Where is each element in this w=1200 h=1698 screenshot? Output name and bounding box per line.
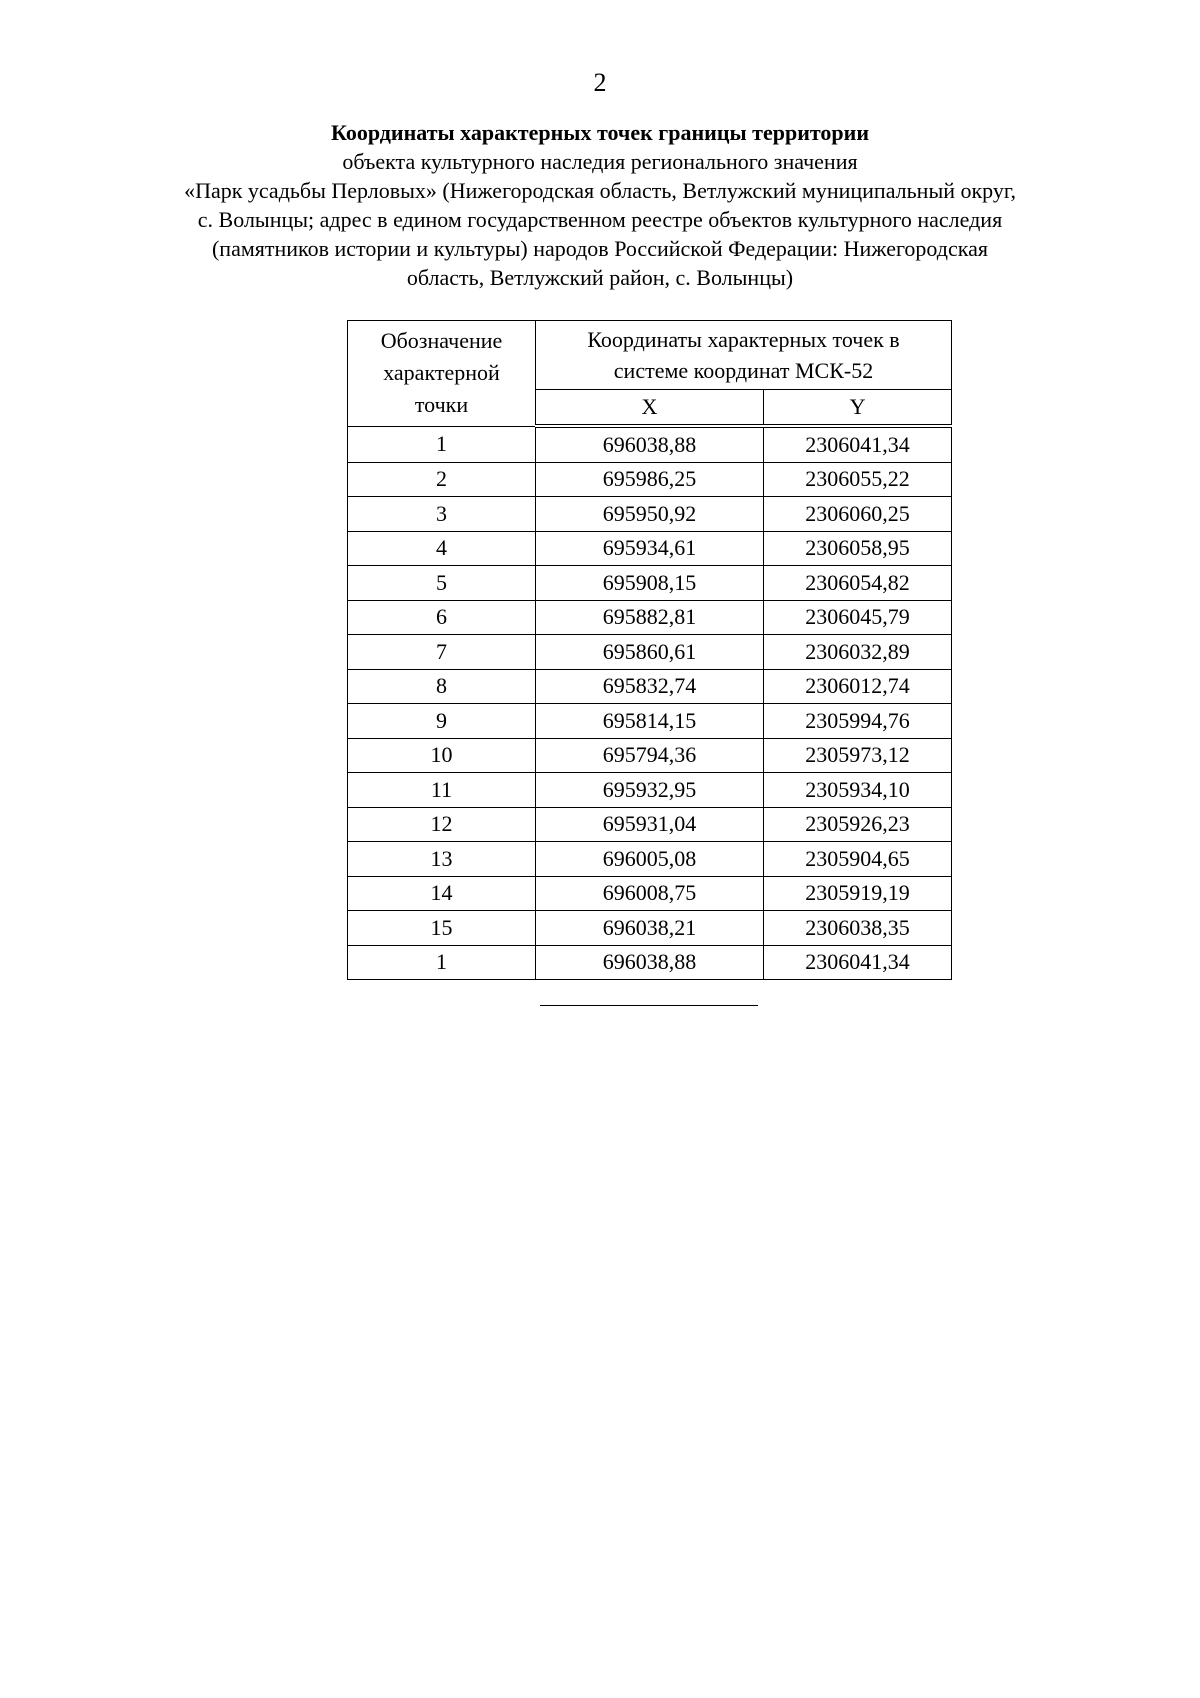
x-coordinate-cell: 695882,81: [536, 600, 764, 635]
page-number: 2: [593, 68, 607, 97]
table-row: [348, 669, 952, 704]
title-line: с. Волынцы; адрес в едином государственном реестре объектов культурного наследия: [197, 207, 1003, 232]
table-row: [348, 842, 952, 877]
y-coordinate-cell: 2305926,23: [764, 807, 952, 842]
table-row: [348, 566, 952, 601]
title-line: (памятников истории и культуры) народов Российской Федерации: Нижегородская: [211, 236, 988, 261]
point-cell: 4: [348, 531, 536, 566]
y-coordinate-cell: 2306045,79: [764, 600, 952, 635]
table-row: [348, 600, 952, 635]
x-coordinate-cell: 696038,88: [536, 426, 764, 462]
x-coordinate-cell: 695986,25: [536, 462, 764, 497]
x-coordinate-cell: 695814,15: [536, 704, 764, 739]
y-coordinate-cell: 2305904,65: [764, 842, 952, 877]
table-row: [348, 635, 952, 670]
header-line: системе координат МСК-52: [613, 358, 874, 383]
y-coordinate-cell: 2306054,82: [764, 566, 952, 601]
table-body: [348, 426, 952, 980]
x-coordinate-cell: 695950,92: [536, 497, 764, 532]
table-row: [348, 773, 952, 808]
y-coordinate-cell: 2305919,19: [764, 876, 952, 911]
table-row: [348, 531, 952, 566]
point-cell: 1: [348, 426, 536, 462]
point-cell: 9: [348, 704, 536, 739]
y-coordinate-cell: 2306038,35: [764, 911, 952, 946]
end-divider: [540, 1005, 758, 1006]
x-coordinate-cell: 695794,36: [536, 738, 764, 773]
table-row: [348, 462, 952, 497]
header-line: характерной: [383, 360, 500, 385]
table-row: [348, 738, 952, 773]
coordinates-group-header: [536, 321, 952, 390]
x-coordinate-cell: 696038,88: [536, 945, 764, 980]
point-cell: 12: [348, 807, 536, 842]
point-label-header: [348, 321, 536, 427]
x-coordinate-cell: 695860,61: [536, 635, 764, 670]
point-cell: 5: [348, 566, 536, 601]
y-coordinate-cell: 2306060,25: [764, 497, 952, 532]
header-line: Обозначение: [380, 328, 503, 353]
y-axis-header: Y: [764, 390, 952, 427]
document-title: [150, 118, 1050, 292]
y-coordinate-cell: 2306032,89: [764, 635, 952, 670]
x-coordinate-cell: 695934,61: [536, 531, 764, 566]
coordinates-table: [347, 320, 952, 980]
header-line: Координаты характерных точек в: [587, 327, 900, 352]
table-row: [348, 497, 952, 532]
point-cell: 7: [348, 635, 536, 670]
point-cell: 14: [348, 876, 536, 911]
point-cell: 10: [348, 738, 536, 773]
x-axis-header: X: [536, 390, 764, 427]
point-cell: 2: [348, 462, 536, 497]
table-header-row: [348, 321, 952, 390]
title-line: область, Ветлужский район, с. Волынцы): [406, 265, 794, 290]
y-coordinate-cell: 2306012,74: [764, 669, 952, 704]
y-coordinate-cell: 2306058,95: [764, 531, 952, 566]
table-row: [348, 876, 952, 911]
title-line: объекта культурного наследия регионального значения: [342, 149, 858, 174]
table-row: [348, 945, 952, 980]
x-coordinate-cell: 696038,21: [536, 911, 764, 946]
x-coordinate-cell: 695931,04: [536, 807, 764, 842]
x-coordinate-cell: 696005,08: [536, 842, 764, 877]
point-cell: 6: [348, 600, 536, 635]
header-line: точки: [414, 392, 469, 417]
point-cell: 11: [348, 773, 536, 808]
title-bold-line: Координаты характерных точек границы территории: [330, 120, 870, 145]
y-coordinate-cell: 2305994,76: [764, 704, 952, 739]
point-cell: 13: [348, 842, 536, 877]
y-coordinate-cell: 2305973,12: [764, 738, 952, 773]
y-coordinate-cell: 2306055,22: [764, 462, 952, 497]
point-cell: 3: [348, 497, 536, 532]
table-row: [348, 911, 952, 946]
table-row: [348, 426, 952, 462]
point-cell: 15: [348, 911, 536, 946]
table-row: [348, 704, 952, 739]
y-coordinate-cell: 2306041,34: [764, 426, 952, 462]
x-coordinate-cell: 695908,15: [536, 566, 764, 601]
x-coordinate-cell: 695832,74: [536, 669, 764, 704]
point-cell: 8: [348, 669, 536, 704]
y-coordinate-cell: 2306041,34: [764, 945, 952, 980]
point-cell: 1: [348, 945, 536, 980]
y-coordinate-cell: 2305934,10: [764, 773, 952, 808]
x-coordinate-cell: 695932,95: [536, 773, 764, 808]
title-line: «Парк усадьбы Перловых» (Нижегородская область, Ветлужский муниципальный округ,: [184, 178, 1016, 203]
x-coordinate-cell: 696008,75: [536, 876, 764, 911]
table-row: [348, 807, 952, 842]
